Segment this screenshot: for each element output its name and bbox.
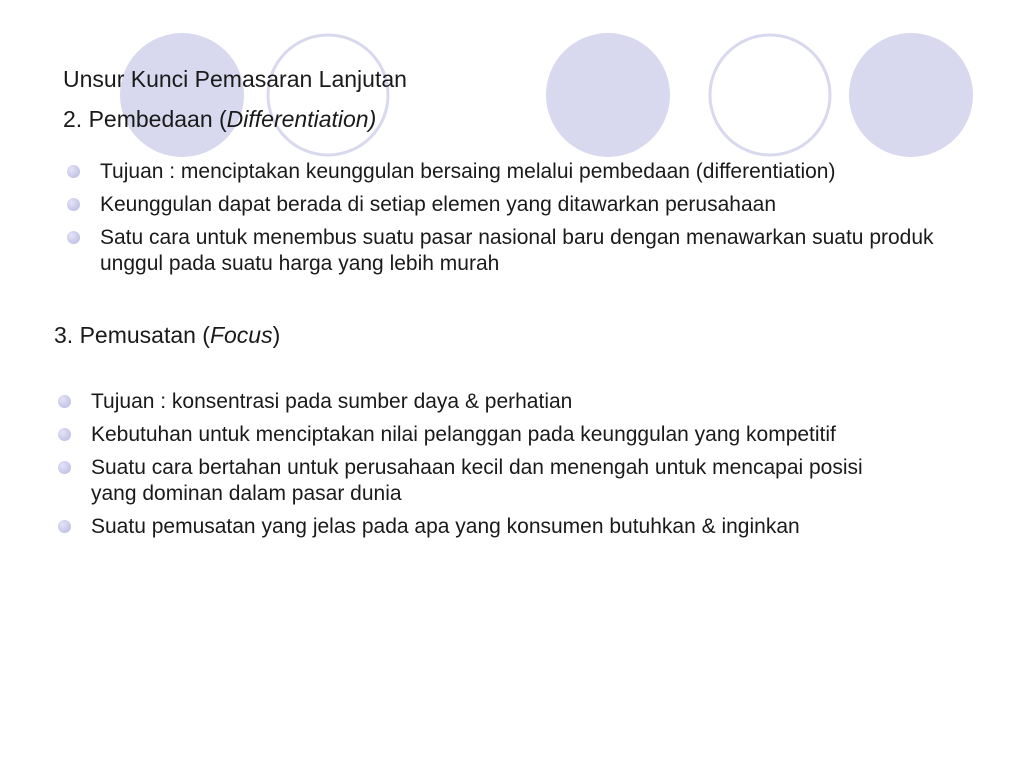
bullet-text: Satu cara untuk menembus suatu pasar nasional baru dengan menawarkan suatu produk unggul pada suatu harga yang lebih murah: [100, 226, 934, 275]
bullet-text: Kebutuhan untuk menciptakan nilai pelanggan pada keunggulan yang kompetitif: [91, 423, 836, 446]
bullet-text: Suatu cara bertahan untuk perusahaan kecil dan menengah untuk mencapai posisi yang dominan dalam pasar dunia: [91, 456, 863, 505]
bullet-text: Keunggulan dapat berada di setiap elemen yang ditawarkan perusahaan: [100, 193, 776, 216]
decorative-circle-filled: [546, 33, 670, 157]
slide-title-line2: [63, 104, 376, 134]
focus-heading-italic: Focus: [209, 322, 273, 348]
bullet-text: Tujuan : konsentrasi pada sumber daya & perhatian: [91, 390, 573, 413]
list-item: [55, 514, 895, 540]
title-line2-italic: Differentiation): [226, 106, 377, 132]
bullet-icon: [58, 520, 71, 533]
title-line2-prefix: 2. Pembedaan (: [63, 106, 227, 132]
list-item: [64, 225, 974, 277]
list-item: [55, 455, 895, 507]
list-item: [64, 192, 974, 218]
differentiation-bullet-list: [64, 159, 974, 284]
bullet-icon: [67, 231, 80, 244]
decorative-circle-filled: [849, 33, 973, 157]
focus-bullet-list: [55, 389, 895, 547]
bullet-text: Suatu pemusatan yang jelas pada apa yang konsumen butuhkan & inginkan: [91, 515, 800, 538]
list-item: [55, 422, 895, 448]
list-item: [64, 159, 974, 185]
bullet-text: Tujuan : menciptakan keunggulan bersaing melalui pembedaan (differentiation): [100, 160, 836, 183]
focus-section-heading: [54, 320, 280, 350]
slide-title-line1: Unsur Kunci Pemasaran Lanjutan: [63, 66, 407, 92]
decorative-circle-outline: [268, 35, 388, 155]
bullet-icon: [58, 395, 71, 408]
focus-heading-prefix: 3. Pemusatan (: [54, 322, 210, 348]
decorative-circle-outline: [710, 35, 830, 155]
bullet-icon: [67, 165, 80, 178]
bullet-icon: [58, 428, 71, 441]
decorative-circle-filled: [120, 33, 244, 157]
bullet-icon: [67, 198, 80, 211]
focus-heading-suffix: ): [272, 322, 281, 348]
list-item: [55, 389, 895, 415]
bullet-icon: [58, 461, 71, 474]
